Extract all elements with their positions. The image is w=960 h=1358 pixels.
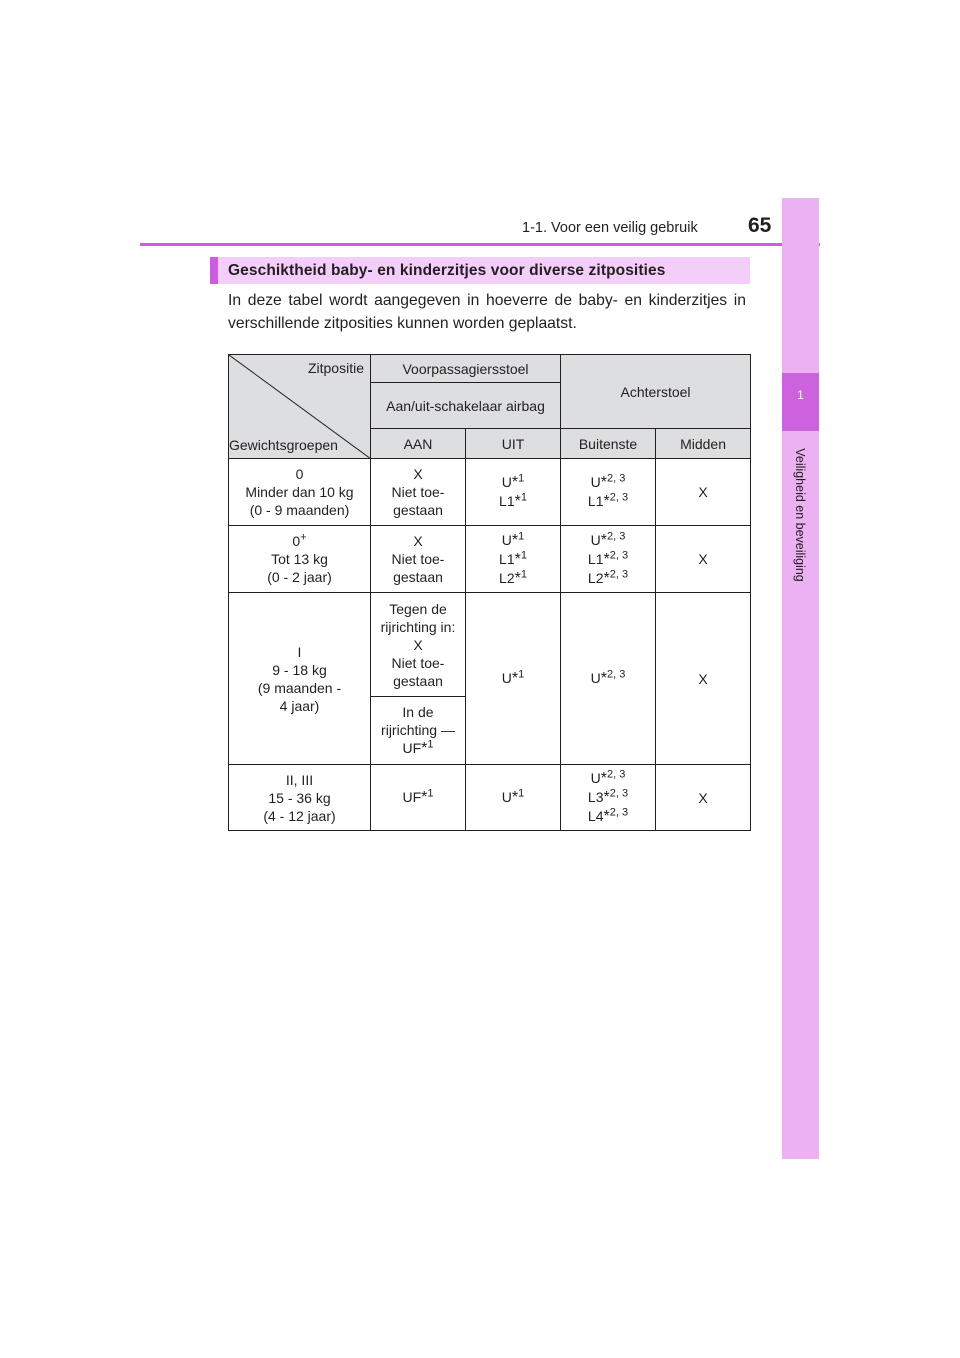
col-on-header: AAN (371, 429, 466, 459)
side-tab-label: Veiligheid en beveiliging (793, 448, 807, 582)
outer-cell: U*$^{2, 3}$ L1*$^{2, 3}$ L2*$^{2, 3}$ (561, 526, 656, 593)
weight-group-cell: 0 Minder dan 10 kg (0 - 9 maanden) (229, 459, 371, 526)
middle-cell: X (656, 459, 751, 526)
off-cell: U*$^1$ L1*$^1$ L2*$^1$ (466, 526, 561, 593)
front-seat-header: Voorpassagiersstoel (371, 355, 561, 383)
table-row (229, 526, 751, 593)
section-heading: Geschiktheid baby- en kinderzitjes voor diverse zitposities (228, 262, 666, 279)
table-row (229, 459, 751, 526)
airbag-switch-header: Aan/uit-schakelaar airbag (371, 383, 561, 429)
weight-group-cell: 0+ Tot 13 kg (0 - 2 jaar) (229, 526, 371, 593)
section-heading-accent (210, 257, 218, 284)
on-forward-cell: In de rijrichting — UF*$^1$ (371, 697, 466, 765)
off-cell: U*$^1$ (466, 765, 561, 831)
middle-cell: X (656, 593, 751, 765)
middle-cell: X (656, 526, 751, 593)
table-row (229, 765, 751, 831)
corner-seat-label: Zitpositie (307, 360, 364, 376)
chapter-title: 1-1. Voor een veilig gebruik (522, 220, 698, 236)
table-row (229, 593, 751, 697)
col-outer-header: Buitenste (561, 429, 656, 459)
middle-cell: X (656, 765, 751, 831)
side-tab-marker (782, 373, 819, 431)
outer-cell: U*$^{2, 3}$ (561, 593, 656, 765)
side-tab-number: 1 (797, 388, 804, 402)
weight-group-cell: I 9 - 18 kg (9 maanden - 4 jaar) (229, 593, 371, 765)
side-tab (782, 198, 819, 1159)
corner-header (229, 355, 371, 459)
on-cell: X Niet toe- gestaan (371, 526, 466, 593)
page-number: 65 (748, 214, 772, 237)
col-middle-header: Midden (656, 429, 751, 459)
on-backward-cell: Tegen de rijrichting in: X Niet toe- gestaan (371, 593, 466, 697)
col-off-header: UIT (466, 429, 561, 459)
rear-seat-header: Achterstoel (561, 355, 751, 429)
weight-group-cell: II, III 15 - 36 kg (4 - 12 jaar) (229, 765, 371, 831)
outer-cell: U*$^{2, 3}$ L3*$^{2, 3}$ L4*$^{2, 3}$ (561, 765, 656, 831)
header-rule (140, 243, 820, 246)
intro-paragraph: In deze tabel wordt aangegeven in hoeverre de baby- en kinderzitjes in verschillende zitposities kunnen worden geplaatst. (228, 292, 746, 332)
off-cell: U*$^1$ L1*$^1$ (466, 459, 561, 526)
off-cell: U*$^1$ (466, 593, 561, 765)
seat-suitability-table (228, 354, 751, 831)
corner-weight-label: Gewichtsgroepen (229, 437, 338, 453)
outer-cell: U*$^{2, 3}$ L1*$^{2, 3}$ (561, 459, 656, 526)
on-cell: UF*$^1$ (371, 765, 466, 831)
on-cell: X Niet toe- gestaan (371, 459, 466, 526)
